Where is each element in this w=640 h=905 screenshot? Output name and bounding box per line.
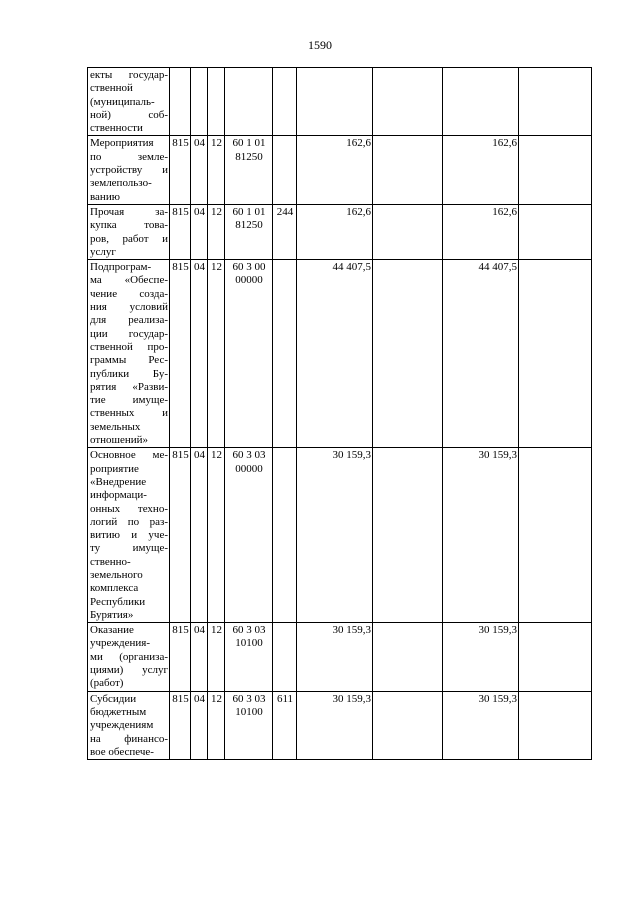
table-row <box>88 204 592 259</box>
subsection-code: 12 <box>208 691 225 759</box>
row-name-line: ванию <box>90 190 120 203</box>
row-name-line: учреждения- <box>90 637 150 650</box>
section-code <box>191 68 208 136</box>
row-name-line: онных техно- <box>90 502 168 515</box>
empty-cell <box>519 68 592 136</box>
expense-type-code <box>273 68 297 136</box>
subsection-code <box>208 68 225 136</box>
empty-cell <box>519 136 592 204</box>
ved-code: 815 <box>170 260 191 448</box>
row-name-line: (муниципаль- <box>90 95 155 108</box>
target-article-part: 81250 <box>235 150 263 163</box>
target-article-code <box>225 136 273 204</box>
table-row <box>88 136 592 204</box>
target-article-code <box>225 204 273 259</box>
row-name-line: устройству и <box>90 164 168 177</box>
amount-cell: 30 159,3 <box>297 623 373 691</box>
amount-cell: 162,6 <box>297 204 373 259</box>
target-article-part: 60 1 01 <box>232 205 266 218</box>
expense-type-code <box>273 136 297 204</box>
page-number: 1590 <box>308 38 332 52</box>
row-name-line: публики Бу- <box>90 367 168 380</box>
target-article-code <box>225 68 273 136</box>
row-name-line: ма «Обеспе- <box>90 274 168 287</box>
table-row <box>88 68 592 136</box>
row-name-line: тие имуще- <box>90 394 168 407</box>
target-article-part: 00000 <box>235 462 263 475</box>
empty-cell <box>519 448 592 623</box>
expense-type-code <box>273 623 297 691</box>
row-name-line: учреждениям <box>90 719 154 732</box>
empty-cell <box>373 623 443 691</box>
target-article-code <box>225 448 273 623</box>
amount-cell: 162,6 <box>297 136 373 204</box>
amount-cell: 162,6 <box>443 204 519 259</box>
row-name-line: купка това- <box>90 219 168 232</box>
row-name <box>90 261 168 447</box>
row-name-line: роприятие <box>90 462 139 475</box>
row-name <box>90 69 168 135</box>
amount-cell: 44 407,5 <box>443 260 519 448</box>
empty-cell <box>373 691 443 759</box>
row-name-line: Республики <box>90 595 146 608</box>
row-name-line: Прочая за- <box>90 205 168 218</box>
section-code: 04 <box>191 204 208 259</box>
table-row <box>88 260 592 448</box>
row-name-cell <box>88 68 170 136</box>
row-name-line: ственных и <box>90 407 168 420</box>
section-code: 04 <box>191 623 208 691</box>
row-name-line: граммы Рес- <box>90 354 168 367</box>
row-name-line: по земле- <box>90 150 168 163</box>
empty-cell <box>519 260 592 448</box>
row-name-line: ственно- <box>90 555 131 568</box>
target-article-part: 60 3 03 <box>232 449 266 462</box>
row-name-line: землепользо- <box>90 177 152 190</box>
row-name <box>90 137 168 203</box>
expense-type-code <box>273 260 297 448</box>
row-name-line: логий по раз- <box>90 515 168 528</box>
target-article-code <box>225 623 273 691</box>
ved-code: 815 <box>170 623 191 691</box>
row-name-cell <box>88 623 170 691</box>
subsection-code: 12 <box>208 623 225 691</box>
empty-cell <box>373 204 443 259</box>
row-name-line: ственной про- <box>90 340 168 353</box>
empty-cell <box>373 68 443 136</box>
amount-cell <box>443 68 519 136</box>
section-code: 04 <box>191 136 208 204</box>
amount-cell: 30 159,3 <box>443 691 519 759</box>
target-article-part: 60 3 03 <box>232 692 266 705</box>
amount-cell: 30 159,3 <box>297 691 373 759</box>
target-article-code <box>225 691 273 759</box>
empty-cell <box>373 136 443 204</box>
subsection-code: 12 <box>208 260 225 448</box>
amount-cell <box>297 68 373 136</box>
target-article-part: 81250 <box>235 219 263 232</box>
row-name-line: ственной <box>90 82 133 95</box>
table-row <box>88 448 592 623</box>
row-name-line: Оказание <box>90 624 134 637</box>
row-name-line: чение созда- <box>90 287 168 300</box>
ved-code <box>170 68 191 136</box>
row-name-line: витию и уче- <box>90 529 168 542</box>
row-name-cell <box>88 448 170 623</box>
expense-type-code <box>273 448 297 623</box>
row-name-line: Основное ме- <box>90 449 168 462</box>
target-article-part: 00000 <box>235 274 263 287</box>
row-name-line: земельных <box>90 420 141 433</box>
row-name-cell <box>88 260 170 448</box>
empty-cell <box>519 691 592 759</box>
row-name-cell <box>88 691 170 759</box>
section-code: 04 <box>191 448 208 623</box>
row-name-line: ния условий <box>90 301 168 314</box>
amount-cell: 44 407,5 <box>297 260 373 448</box>
row-name <box>90 624 168 690</box>
row-name-line: информаци- <box>90 489 147 502</box>
row-name <box>90 693 168 759</box>
expense-type-code: 244 <box>273 204 297 259</box>
ved-code: 815 <box>170 204 191 259</box>
ved-code: 815 <box>170 691 191 759</box>
amount-cell: 30 159,3 <box>297 448 373 623</box>
table-row <box>88 691 592 759</box>
target-article-part: 10100 <box>235 637 263 650</box>
row-name-cell <box>88 136 170 204</box>
row-name-line: Мероприятия <box>90 137 154 150</box>
subsection-code: 12 <box>208 204 225 259</box>
row-name-line: ров, работ и <box>90 232 168 245</box>
empty-cell <box>519 623 592 691</box>
row-name-line: ной) соб- <box>90 108 168 121</box>
section-code: 04 <box>191 691 208 759</box>
row-name-line: (работ) <box>90 677 124 690</box>
section-code: 04 <box>191 260 208 448</box>
target-article-part: 10100 <box>235 705 263 718</box>
row-name-line: комплекса <box>90 582 139 595</box>
row-name-line: вое обеспече- <box>90 745 154 758</box>
amount-cell: 30 159,3 <box>443 448 519 623</box>
empty-cell <box>373 448 443 623</box>
row-name-line: для реализа- <box>90 314 168 327</box>
row-name-line: Подпрограм- <box>90 261 152 274</box>
row-name-line: рятия «Разви- <box>90 380 168 393</box>
row-name <box>90 449 168 622</box>
empty-cell <box>519 204 592 259</box>
table-row <box>88 623 592 691</box>
row-name <box>90 206 168 259</box>
target-article-part: 60 3 03 <box>232 624 266 637</box>
row-name-line: ми (организа- <box>90 650 168 663</box>
row-name-line: ственности <box>90 122 143 135</box>
row-name-line: «Внедрение <box>90 475 147 488</box>
target-article-code <box>225 260 273 448</box>
row-name-line: Бурятия» <box>90 608 134 621</box>
empty-cell <box>373 260 443 448</box>
amount-cell: 30 159,3 <box>443 623 519 691</box>
row-name-line: на финансо- <box>90 732 168 745</box>
budget-table <box>87 67 592 760</box>
row-name-line: екты государ- <box>90 69 168 81</box>
amount-cell: 162,6 <box>443 136 519 204</box>
row-name-cell <box>88 204 170 259</box>
row-name-line: отношений» <box>90 434 149 447</box>
expense-type-code: 611 <box>273 691 297 759</box>
subsection-code: 12 <box>208 448 225 623</box>
ved-code: 815 <box>170 136 191 204</box>
subsection-code: 12 <box>208 136 225 204</box>
row-name-line: земельного <box>90 568 143 581</box>
row-name-line: услуг <box>90 245 116 258</box>
target-article-part: 60 1 01 <box>232 137 266 150</box>
row-name-line: циями) услуг <box>90 664 168 677</box>
ved-code: 815 <box>170 448 191 623</box>
row-name-line: ту имуще- <box>90 542 168 555</box>
target-article-part: 60 3 00 <box>232 261 266 274</box>
row-name-line: Субсидии <box>90 692 137 705</box>
row-name-line: бюджетным <box>90 705 147 718</box>
row-name-line: ции государ- <box>90 327 168 340</box>
